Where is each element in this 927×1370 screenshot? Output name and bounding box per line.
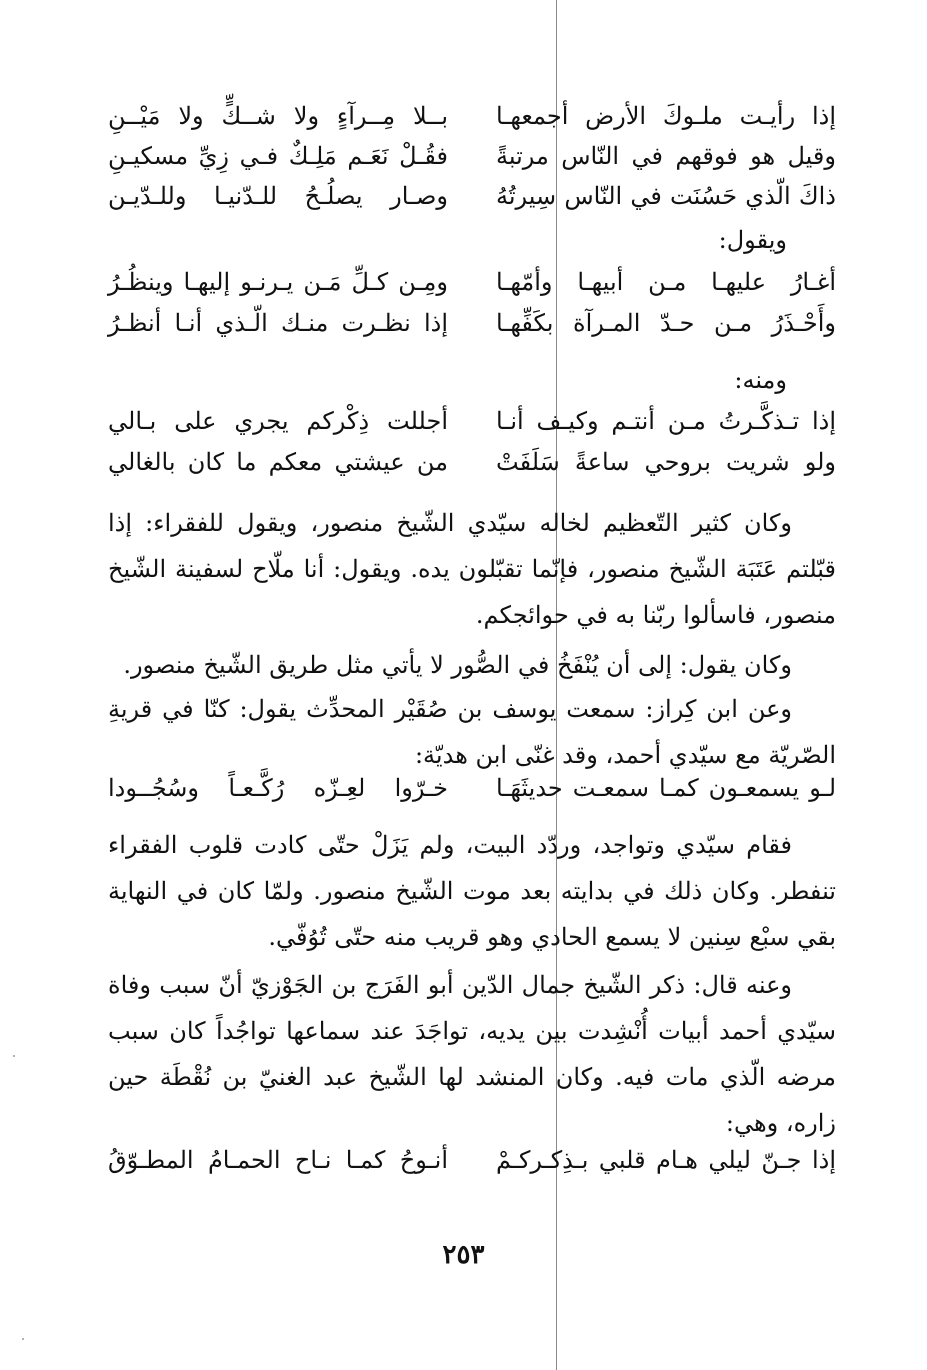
- intro-label: ومنه:: [734, 366, 787, 394]
- verse-right-hemistich: ولو شريت بروحي ساعةً سَلَفَتْ: [496, 448, 836, 476]
- verse-left-hemistich: إذا نظـرت منـك الّـذي أنـا أنظـرُ: [108, 309, 448, 337]
- verse-right-hemistich: وقيل هو فوقهم في النّاس مرتبةً: [496, 142, 836, 170]
- verse-right-hemistich: إذا تـذكَّـرتُ مـن أنتـم وكيـف أنـا: [496, 407, 836, 435]
- body-paragraph: فقام سيّدي وتواجد، وردّد البيت، ولم يَزَلْ حتّى كادت قلوب الفقراء تنفطر. وكان ذلك في بدايته بعد موت الشّيخ منصور. ولمّا كان في النهاية بقي سبْع سِنين لا يسمع الحادي وهو قريب منه حتّى تُوُفّي.: [108, 831, 836, 951]
- verse-right-hemistich: إذا رأيـت ملـوكَ الأرض أجمعهـا: [496, 102, 836, 130]
- verse-right-hemistich: وأَحْـذَرُ مـن حـدّ المـرآة بكَفِّهـا: [496, 309, 836, 337]
- verse-left-hemistich: وصـار يصلُـحُ للـدّنيـا وللـدّيـن: [108, 182, 448, 210]
- body-paragraph: وكان يقول: إلى أن يُنْفَخُ في الصُّور لا يأتي مثل طريق الشّيخ منصور.: [123, 651, 792, 679]
- verse-line: [108, 448, 836, 496]
- verse-left-hemistich: ومِـن كـلِّ مَـن يـرنـو إليهـا وينظُـرُ: [108, 268, 448, 296]
- verse-right-hemistich: ذاكَ الّذي حَسُنَت في النّاس سِيرتُهُ: [496, 182, 836, 210]
- paper-speck: [13, 1055, 15, 1057]
- verse-left-hemistich: خـرّوا لعِـزّه رُكَّـعـاً وسُجُــودا: [108, 774, 448, 802]
- verse-right-hemistich: لـو يسمعـون كمـا سمعـت حديثَهَـا: [496, 774, 836, 802]
- body-paragraph: وعنه قال: ذكر الشّيخ جمال الدّين أبو الفَرَج بن الجَوْزيّ أنّ سبب وفاة سيّدي أحمد أبيات أُنْشِدت بين يديه، تواجَدَ عند سماعها تواجُداً كان سبب مرضه الّذي مات فيه. وكان المنشد لها الشّيخ عبد الغنيّ بن نُقْطَة حين زاره، وهي:: [108, 971, 836, 1137]
- intro-label: ويقول:: [718, 226, 787, 254]
- page-number: ٢٥٣: [442, 1240, 485, 1270]
- verse-line: [108, 182, 836, 230]
- verse-right-hemistich: إذا جـنّ ليلي هـام قلبي بـذِكـركـمْ: [496, 1146, 836, 1174]
- verse-line: [108, 1146, 836, 1194]
- verse-right-hemistich: أغـارُ عليهـا مـن أبيهـا وأمّهـا: [496, 268, 836, 296]
- verse-left-hemistich: أجللت ذِكْركم يجري على بـالي: [108, 407, 448, 435]
- verse-line: [108, 309, 836, 357]
- body-paragraph: وكان كثير التّعظيم لخاله سيّدي الشّيخ منصور، ويقول للفقراء: إذا قبّلتم عَتَبَة الشّيخ منصور، فإنّما تقبّلون يده. ويقول: أنا ملّاح لسفينة الشّيخ منصور، فاسألوا ربّنا به في حوائجكم.: [108, 509, 836, 629]
- verse-left-hemistich: بــلا مِــرآءٍ ولا شــكٍّ ولا مَيْــنِ: [108, 102, 448, 130]
- verse-left-hemistich: من عيشتي معكم ما كان بالغالي: [108, 448, 448, 476]
- body-paragraph: وعن ابن كِراز: سمعت يوسف بن صُقَيْر المحدِّث يقول: كنّا في قريةِ الصّريّة مع سيّدي أحمد، وقد غنّى ابن هديّة:: [108, 695, 836, 769]
- verse-left-hemistich: أنـوحُ كمـا نـاح الحمـامُ المطـوّقُ: [108, 1146, 448, 1174]
- verse-line: [108, 774, 836, 822]
- paper-speck: [22, 1338, 24, 1340]
- verse-left-hemistich: فقُـلْ نَعَـم مَلِـكٌ فـي زِيِّ مسكيـنِ: [108, 142, 448, 170]
